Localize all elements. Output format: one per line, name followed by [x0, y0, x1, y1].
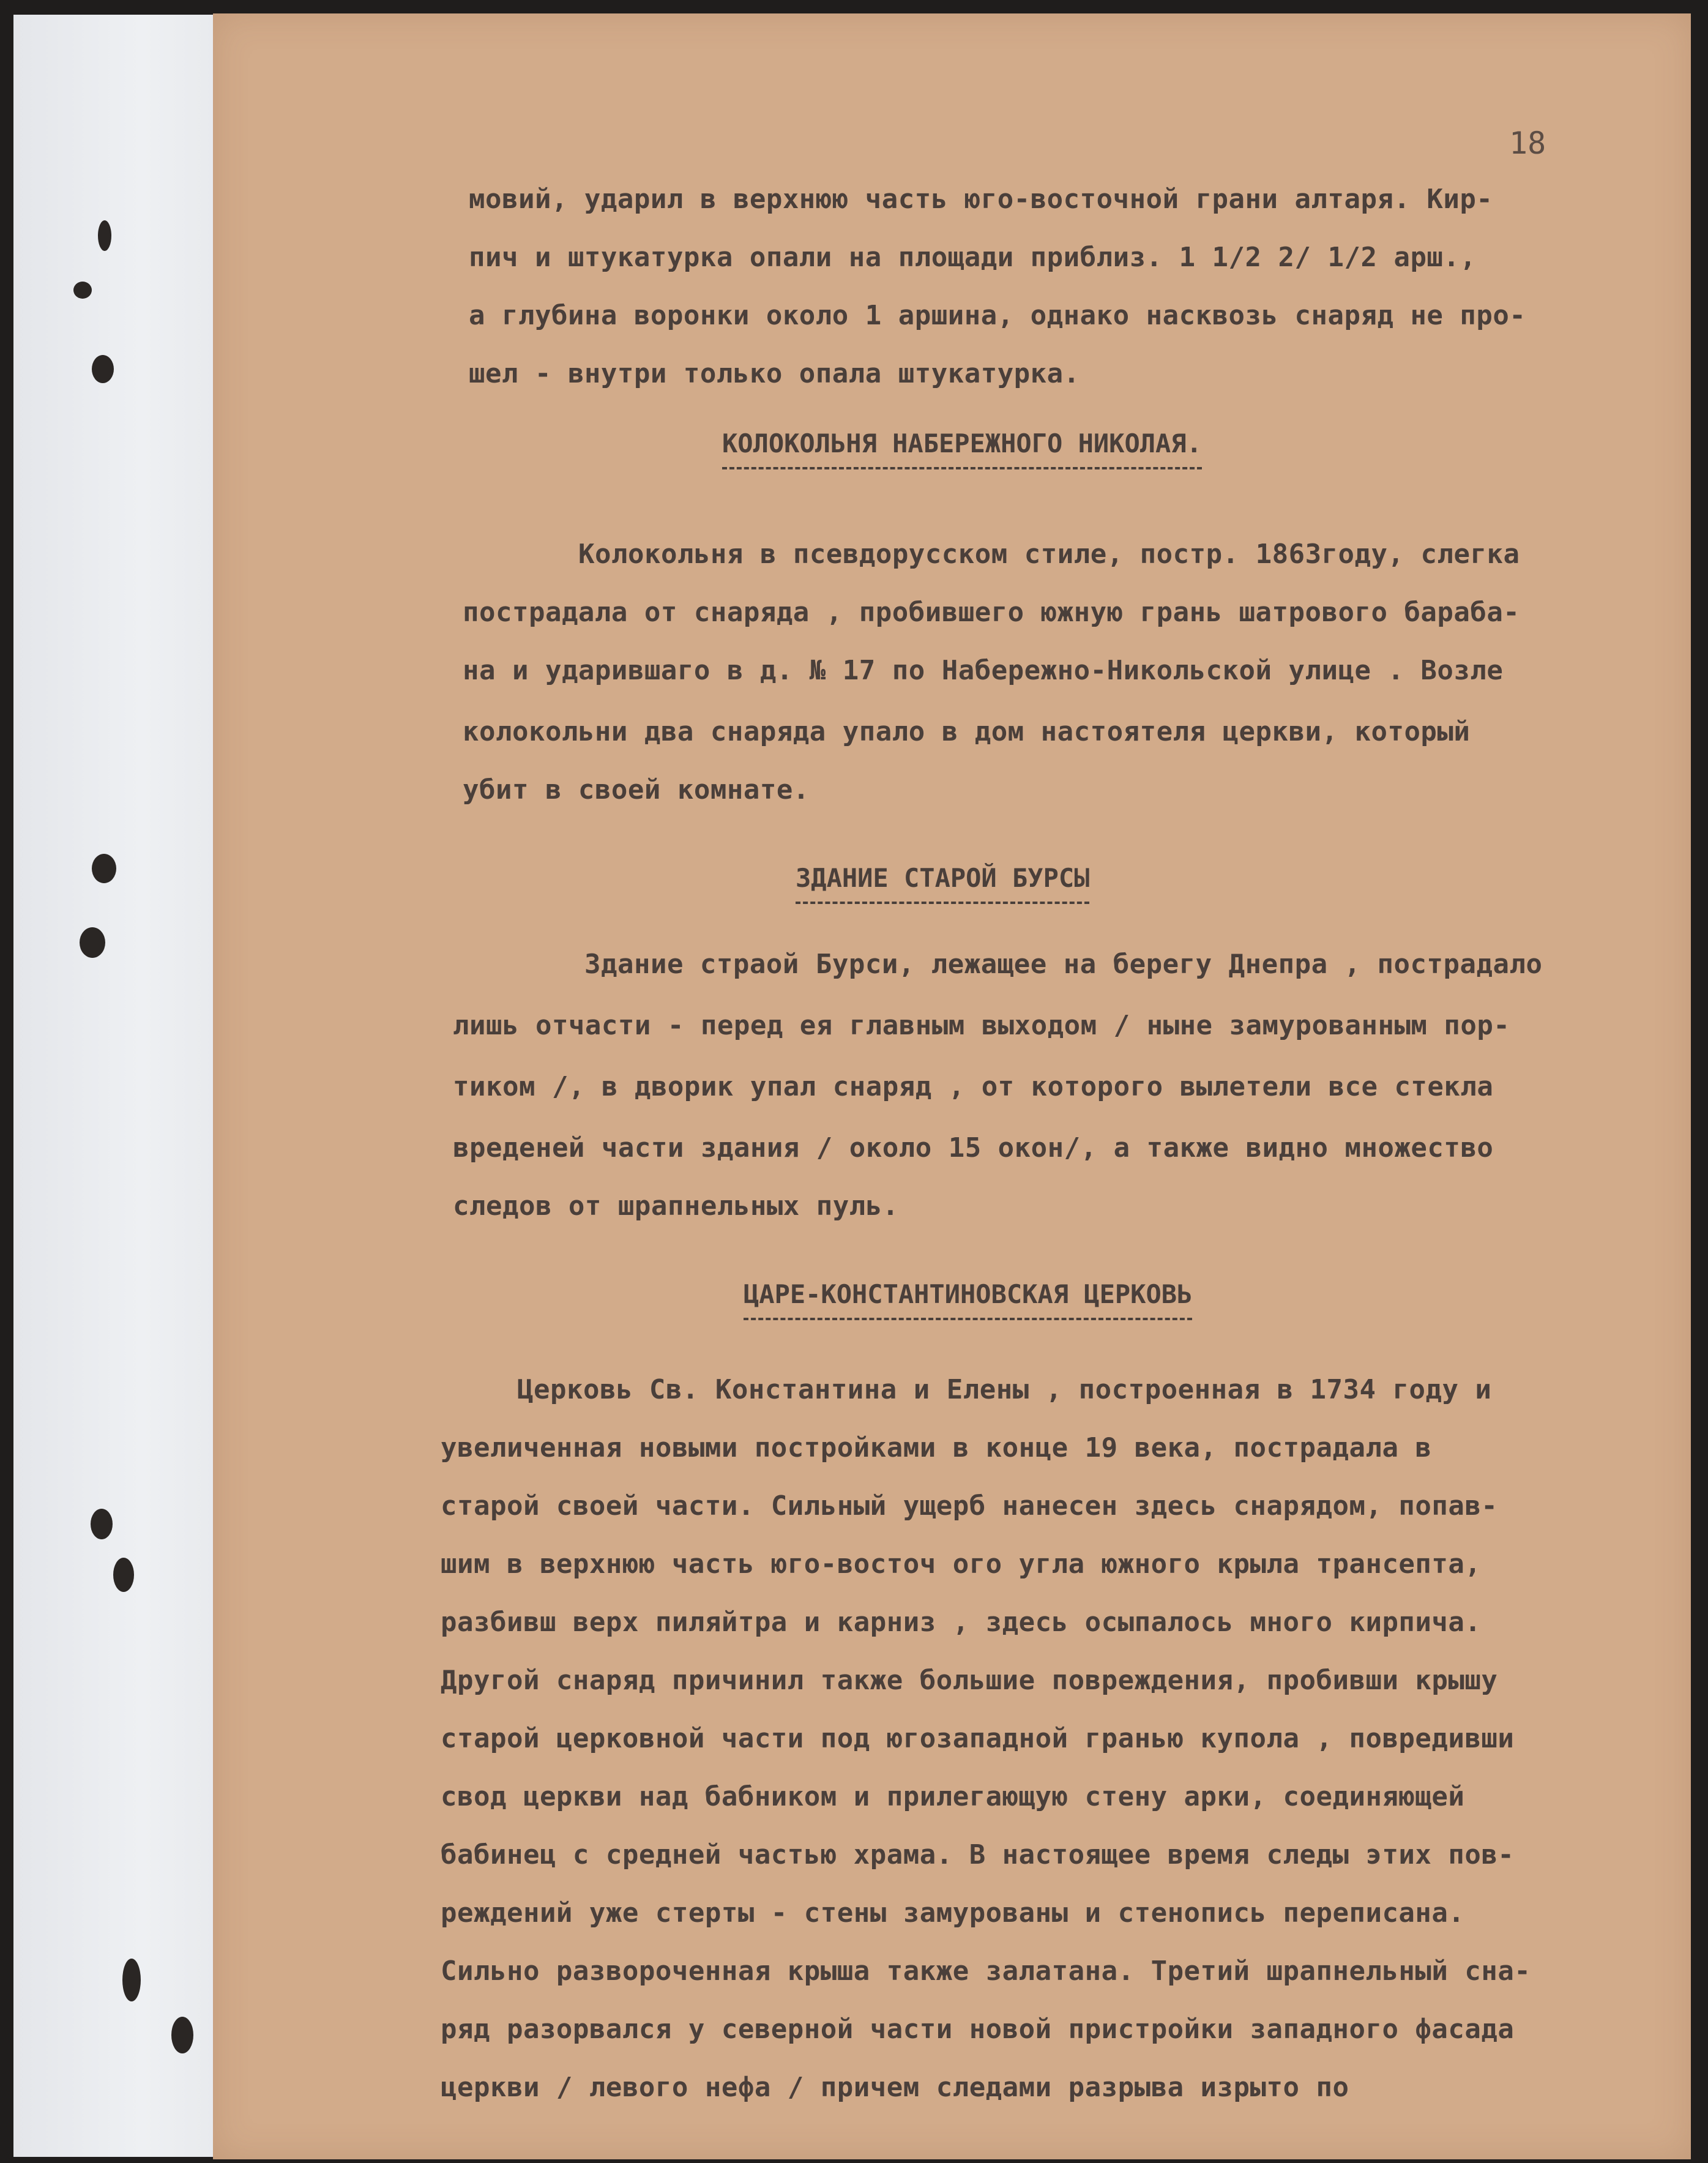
text-line: церкви / левого нефа / причем следами разрыва изрыто по [441, 2072, 1349, 2103]
text-line: шел - внутри только опала штукатурка. [469, 358, 1080, 389]
text-line: вреденей части здания / около 15 окон/, а также видно множество [453, 1132, 1494, 1164]
section-heading: ЗДАНИЕ СТАРОЙ БУРСЫ [796, 863, 1089, 904]
text-line: разбивш верх пиляйтра и карниз , здесь осыпалось много кирпича. [441, 1607, 1482, 1638]
text-line: Другой снаряд причинил также большие повреждения, пробивши крышу [441, 1665, 1498, 1696]
tissue-interleaf [13, 15, 229, 2157]
text-line: пич и штукатурка опали на площади приблиз. 1 1/2 2/ 1/2 арш., [469, 242, 1477, 273]
text-line: ряд разорвался у северной части новой пристройки западного фасада [441, 2014, 1515, 2045]
text-line: пострадала от снаряда , пробившего южную грань шатрового бараба- [463, 597, 1520, 628]
binding-hole [122, 1959, 141, 2001]
binding-hole [80, 927, 105, 958]
section-heading: КОЛОКОЛЬНЯ НАБЕРЕЖНОГО НИКОЛАЯ. [722, 428, 1202, 469]
binding-hole [171, 2017, 193, 2053]
section-heading: ЦАРЕ-КОНСТАНТИНОВСКАЯ ЦЕРКОВЬ [744, 1279, 1192, 1320]
text-line: убит в своей комнате. [463, 774, 810, 805]
text-line: Церковь Св. Константина и Елены , построенная в 1734 году и [517, 1374, 1492, 1405]
text-line: реждений уже стерты - стены замурованы и стенопись переписана. [441, 1897, 1465, 1929]
binding-hole [92, 854, 116, 883]
binding-hole [92, 355, 114, 383]
binding-hole [98, 220, 111, 251]
text-line: а глубина воронки около 1 аршина, однако насквозь снаряд не про- [469, 300, 1526, 331]
binding-hole [113, 1558, 134, 1592]
text-line: Здание страой Бурси, лежащее на берегу Днепра , пострадало [584, 949, 1543, 980]
text-line: лишь отчасти - перед ея главным выходом / ныне замурованным пор- [453, 1010, 1510, 1041]
text-line: шим в верхнюю часть юго-восточ ого угла южного крыла трансепта, [441, 1548, 1482, 1580]
text-line: тиком /, в дворик упал снаряд , от которого вылетели все стекла [453, 1071, 1494, 1102]
text-line: следов от шрапнельных пуль. [453, 1190, 899, 1222]
text-line: бабинец с средней частью храма. В настоящее время следы этих пов- [441, 1839, 1515, 1870]
binding-hole [73, 282, 92, 299]
page-number: 18 [1509, 125, 1546, 161]
text-line: старой своей части. Сильный ущерб нанесен здесь снарядом, попав- [441, 1490, 1498, 1522]
text-line: мовий, ударил в верхнюю часть юго-восточной грани алтаря. Кир- [469, 184, 1493, 215]
text-line: Сильно развороченная крыша также залатана. Третий шрапнельный сна- [441, 1956, 1531, 1987]
text-line: колокольни два снаряда упало в дом настоятеля церкви, который [463, 716, 1471, 747]
text-line: свод церкви над бабником и прилегающую стену арки, соединяющей [441, 1781, 1465, 1812]
binding-hole [91, 1509, 113, 1539]
text-line: увеличенная новыми постройками в конце 19 века, пострадала в [441, 1432, 1432, 1463]
text-line: старой церковной части под югозападной гранью купола , повредивши [441, 1723, 1515, 1754]
text-line: на и ударившаго в д. № 17 по Набережно-Никольской улице . Возле [463, 655, 1504, 686]
text-line: Колокольня в псевдорусском стиле, постр. 1863году, слегка [578, 539, 1520, 570]
